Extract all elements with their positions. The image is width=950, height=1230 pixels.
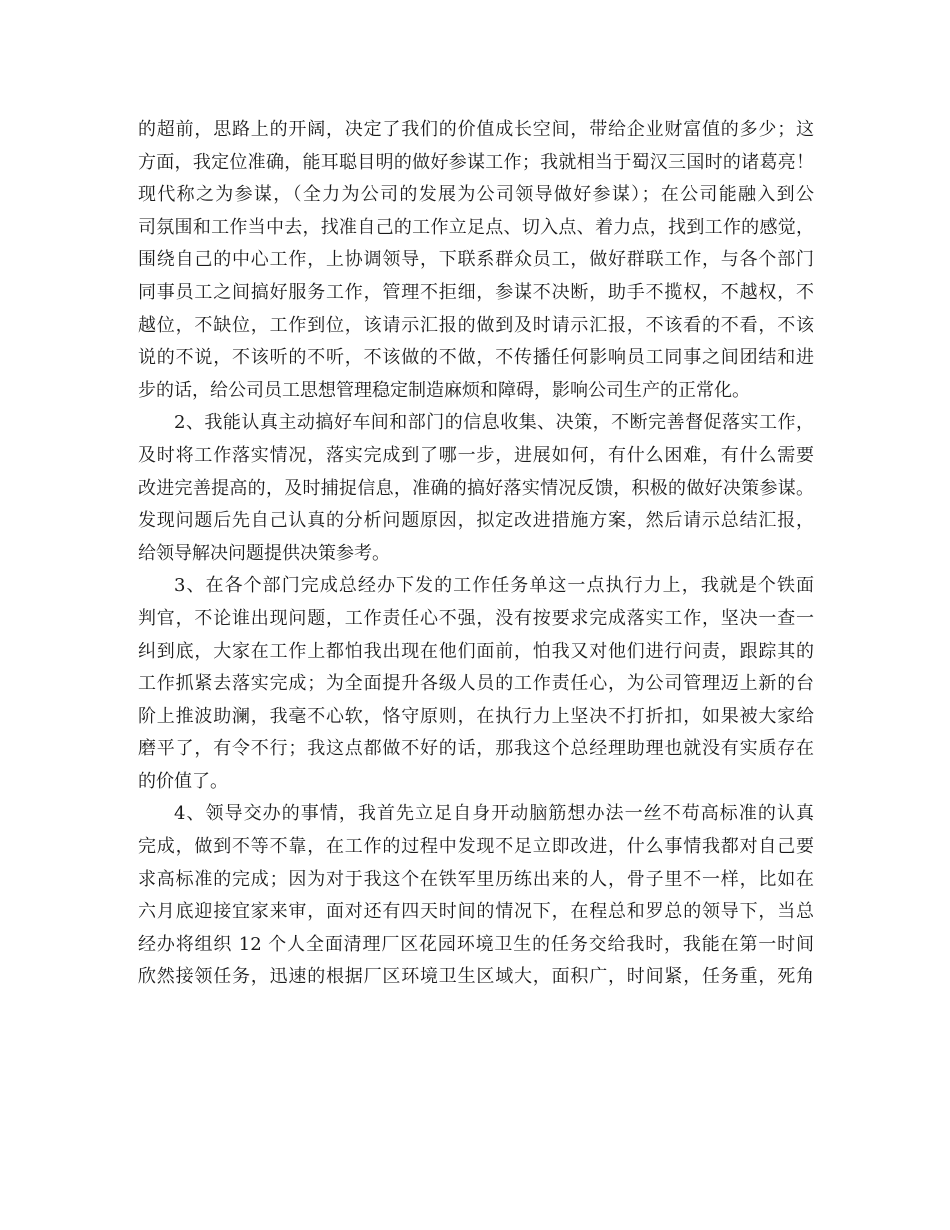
text-line: 完成，做到不等不靠，在工作的过程中发现不足立即改进，什么事情我都对自己要 [138,836,814,858]
text-line: 司氛围和工作当中去，找准自己的工作立足点、切入点、着力点，找到工作的感觉， [138,216,814,238]
text-line: 及时将工作落实情况，落实完成到了哪一步，进展如何，有什么困难，有什么需要 [138,444,814,466]
text-line: 阶上推波助澜，我毫不心软，恪守原则，在执行力上坚决不打折扣，如果被大家给 [138,705,814,727]
document-body [138,114,814,994]
text-line: 求高标准的完成；因为对于我这个在铁军里历练出来的人，骨子里不一样，比如在 [138,868,814,890]
text-line: 步的话，给公司员工思想管理稳定制造麻烦和障碍，影响公司生产的正常化。 [138,379,750,401]
text-line: 磨平了，有令不行；我这点都做不好的话，那我这个总经理助理也就没有实质存在 [138,738,814,760]
paragraph-start-line: 4、领导交办的事情，我首先立足自身开动脑筋想办法一丝不苟高标准的认真 [174,803,814,825]
text-line: 说的不说，不该听的不听，不该做的不做，不传播任何影响员工同事之间团结和进 [138,347,814,369]
text-line: 工作抓紧去落实完成；为全面提升各级人员的工作责任心，为公司管理迈上新的台 [138,673,814,695]
text-line: 经办将组织 12 个人全面清理厂区花园环境卫生的任务交给我时，我能在第一时间 [138,933,814,955]
text-line: 越位，不缺位，工作到位，该请示汇报的做到及时请示汇报，不该看的不看，不该 [138,314,814,336]
text-line: 改进完善提高的，及时捕捉信息，准确的搞好落实情况反馈，积极的做好决策参谋。 [138,477,814,499]
paragraph-start-line: 3、在各个部门完成总经办下发的工作任务单这一点执行力上，我就是个铁面 [174,575,814,597]
text-line: 判官，不论谁出现问题，工作责任心不强，没有按要求完成落实工作，坚决一查一 [138,607,814,629]
text-line: 的超前，思路上的开阔，决定了我们的价值成长空间，带给企业财富值的多少；这 [138,119,814,140]
text-line: 现代称之为参谋，（全力为公司的发展为公司领导做好参谋）；在公司能融入到公 [138,184,814,206]
text-line: 六月底迎接宜家来审，面对还有四天时间的情况下，在程总和罗总的领导下，当总 [138,901,814,923]
text-line: 围绕自己的中心工作，上协调领导，下联系群众员工，做好群联工作，与各个部门 [138,249,814,271]
paragraph-start-line: 2、我能认真主动搞好车间和部门的信息收集、决策，不断完善督促落实工作， [174,412,814,434]
text-line: 纠到底，大家在工作上都怕我出现在他们面前，怕我又对他们进行问责，跟踪其的 [138,640,814,662]
text-line: 同事员工之间搞好服务工作，管理不拒细，参谋不决断，助手不揽权，不越权，不 [138,281,814,303]
text-line: 给领导解决问题提供决策参考。 [138,542,390,564]
text-line: 发现问题后先自己认真的分析问题原因，拟定改进措施方案，然后请示总结汇报， [138,510,814,532]
text-line: 欣然接领任务，迅速的根据厂区环境卫生区域大，面积广，时间紧，任务重，死角 [138,966,814,988]
text-line: 方面，我定位准确，能耳聪目明的做好参谋工作；我就相当于蜀汉三国时的诸葛亮！ [138,151,814,173]
text-line: 的价值了。 [138,770,228,792]
